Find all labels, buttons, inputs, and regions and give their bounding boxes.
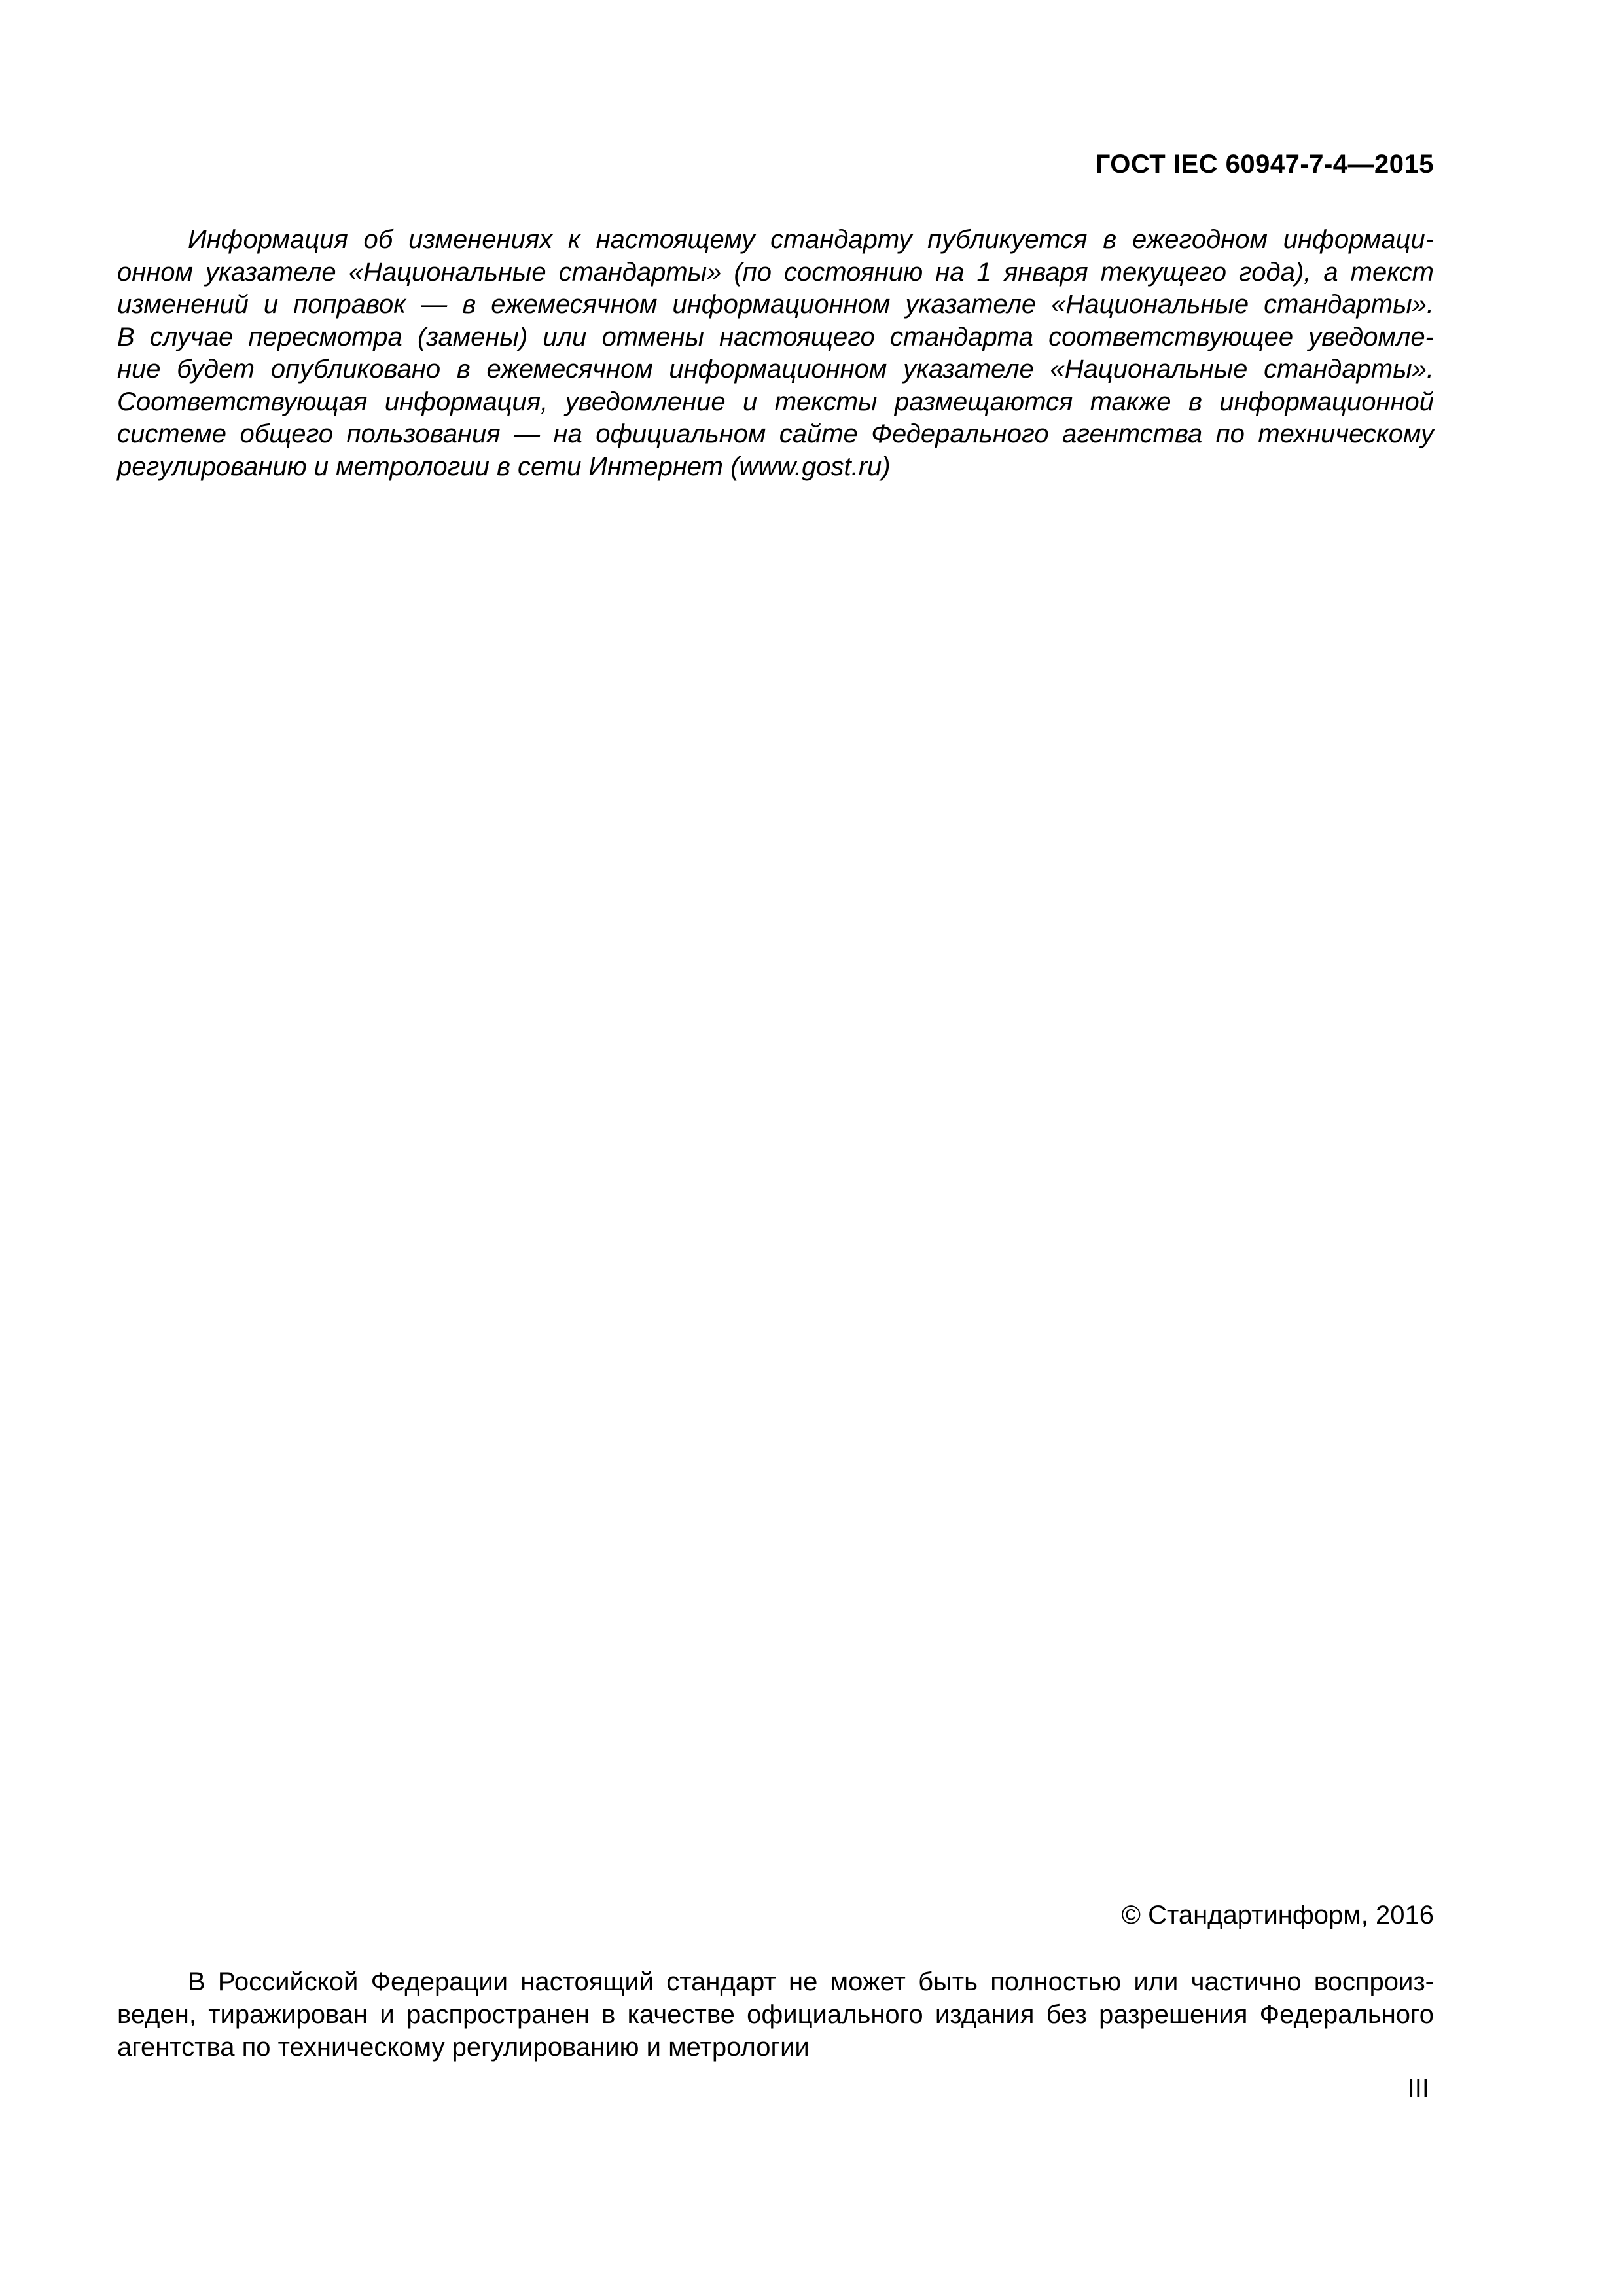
page-number: III bbox=[1407, 2074, 1429, 2103]
copyright-notice: © Стандартинформ, 2016 bbox=[1121, 1901, 1434, 1929]
info-line: регулированию и метрологии в сети Интернет (www.gost.ru) bbox=[117, 452, 891, 481]
amendments-info-paragraph bbox=[117, 224, 1434, 483]
rights-line: В Российской Федерации настоящий стандарт не может быть полностью или частично воспроиз- bbox=[188, 1967, 1434, 1996]
info-line: онном указателе «Национальные стандарты» (по состоянию на 1 января текущего года), а текст bbox=[117, 257, 1434, 287]
info-line: ние будет опубликовано в ежемесячном информационном указателе «Национальные стандарты». bbox=[117, 355, 1434, 384]
info-line: изменений и поправок — в ежемесячном информационном указателе «Национальные стандарты». bbox=[117, 290, 1434, 319]
rights-line: агентства по техническому регулированию и метрологии bbox=[117, 2033, 810, 2062]
reproduction-rights-paragraph bbox=[117, 1965, 1434, 2064]
info-line: системе общего пользования — на официальном сайте Федерального агентства по техническому bbox=[117, 420, 1434, 448]
info-line: В случае пересмотра (замены) или отмены настоящего стандарта соответствующее уведомле- bbox=[117, 322, 1434, 351]
document-code: ГОСТ IEC 60947-7-4—2015 bbox=[1095, 150, 1434, 179]
rights-line: веден, тиражирован и распространен в качестве официального издания без разрешения Федерального bbox=[117, 2000, 1434, 2029]
info-line: Соответствующая информация, уведомление и тексты размещаются также в информационной bbox=[117, 387, 1434, 416]
info-line: Информация об изменениях к настоящему стандарту публикуется в ежегодном информаци- bbox=[188, 225, 1434, 254]
